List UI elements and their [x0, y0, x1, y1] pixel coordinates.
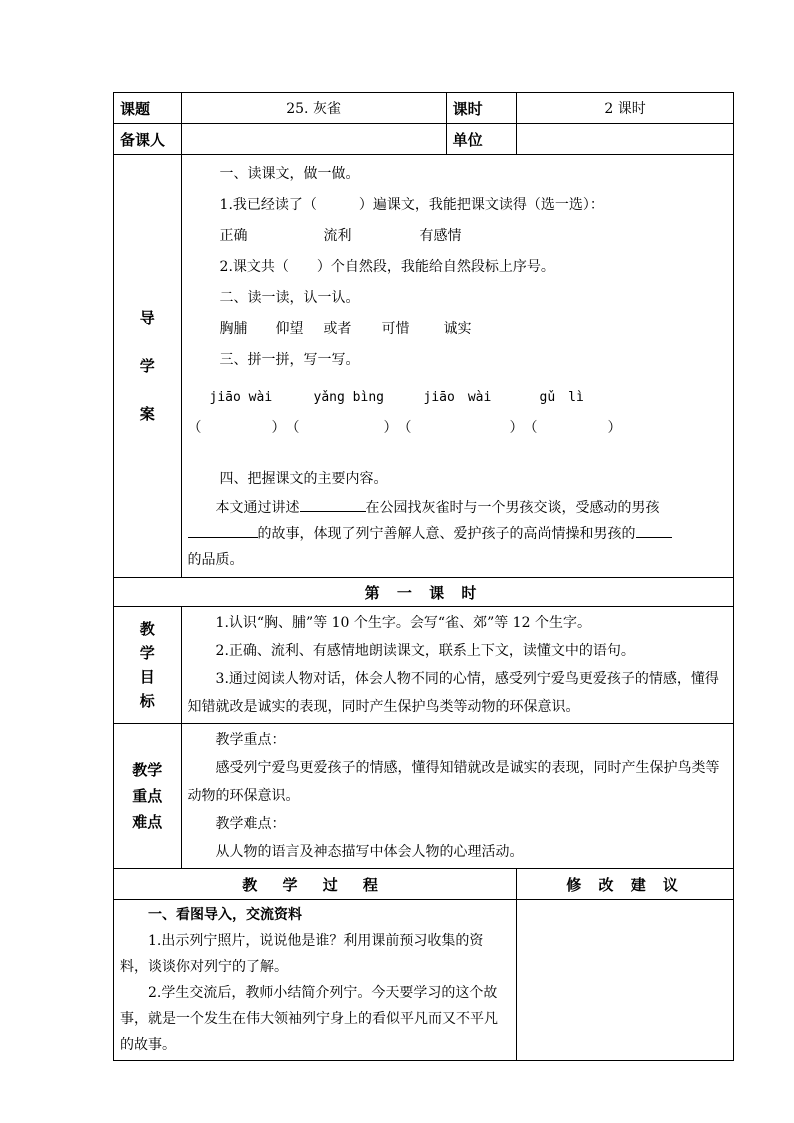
word-item: 或者: [323, 321, 352, 337]
guide-s2-title: 二、读一读，认一认。: [219, 290, 360, 306]
key-label-line: 教学: [132, 761, 163, 779]
guide-s3-title: 三、拼一拼，写一写。: [219, 352, 360, 368]
hours-label: 课时: [446, 93, 517, 124]
topic-label: 课题: [114, 93, 182, 124]
goal-item: 2.正确、流利、有感情地朗读课文，联系上下文，读懂文中的语句。: [215, 643, 635, 659]
key-label-line: 重点: [132, 787, 163, 805]
guide-s1-options: [188, 221, 727, 252]
lesson1-title-row: [114, 578, 734, 607]
step1-p1: 1.出示列宁照片，说说他是谁？利用课前预习收集的资料，谈谈你对列宁的了解。: [120, 933, 484, 975]
word-item: 仰望: [275, 321, 304, 337]
guide-s4-line1: [188, 495, 727, 521]
key-title: 教学重点：: [215, 732, 286, 748]
fill-blank[interactable]: [636, 523, 672, 538]
preparer-value: [181, 124, 446, 155]
pinyin-item: yǎng bìng: [313, 390, 384, 405]
lesson-plan-table: [113, 92, 734, 1061]
s4-text: 在公园找灰雀时与一个男孩交谈，受感动的男孩: [365, 500, 660, 516]
preparer-label: 备课人: [114, 124, 182, 155]
goals-label-char: 教: [139, 620, 155, 638]
revise-header: 修 改 建 议: [517, 869, 734, 900]
key-side-label: [114, 724, 182, 869]
guide-s3-pinyin: [188, 382, 727, 413]
topic-value: 25. 灰雀: [181, 93, 446, 124]
guide-s1-q2: 2.课文共（ ）个自然段，我能给自然段标上序号。: [219, 259, 555, 275]
guide-side-label: [114, 155, 182, 578]
answer-blank[interactable]: （ ）: [285, 420, 398, 436]
process-content: [114, 900, 517, 1061]
fill-blank[interactable]: [300, 497, 366, 512]
guide-s4-line3: 的品质。: [187, 552, 244, 568]
word-item: 诚实: [443, 321, 472, 337]
guide-s4-line2: [188, 521, 727, 547]
guide-s1-q1: 1.我已经读了（ ）遍课文，我能把课文读得（选一选）：: [219, 197, 604, 213]
option-item: 有感情: [419, 228, 462, 244]
key-points-row: [114, 724, 734, 869]
word-item: 胸脯: [219, 321, 248, 337]
goal-item: 1.认识“胸、脯”等 10 个生字。会写“雀、郊”等 12 个生字。: [215, 615, 591, 631]
lesson-plan-page: [113, 92, 734, 1061]
s4-text: 本文通过讲述: [215, 500, 300, 516]
step1-p2: 2.学生交流后，教师小结简介列宁。今天要学习的这个故事，就是一个发生在伟大领袖列宁身上的看似平凡而又不平凡的故事。: [120, 985, 498, 1053]
goals-label-char: 标: [139, 692, 155, 710]
guide-label-char: 案: [139, 405, 155, 423]
goals-content: [181, 607, 733, 724]
goals-label-char: 目: [139, 668, 155, 686]
guide-s1-title: 一、读课文，做一做。: [219, 166, 360, 182]
goals-label-char: 学: [139, 644, 155, 662]
revise-content[interactable]: [517, 900, 734, 1061]
lesson1-title: 第 一 课 时: [114, 578, 734, 607]
key-label-line: 难点: [132, 813, 163, 831]
guide-s4-title: 四、把握课文的主要内容。: [219, 471, 388, 487]
option-item: 正确: [219, 228, 248, 244]
fill-blank[interactable]: [188, 523, 258, 538]
header-row-preparer: [114, 124, 734, 155]
unit-value: [517, 124, 734, 155]
s4-text: 的故事，体现了列宁善解人意、爱护孩子的高尚情操和男孩的: [257, 526, 636, 542]
guide-content: [181, 155, 733, 578]
hours-value: 2 课时: [517, 93, 734, 124]
word-item: 可惜: [381, 321, 410, 337]
header-row-topic: [114, 93, 734, 124]
answer-blank[interactable]: （ ）: [523, 420, 622, 436]
process-header-row: [114, 869, 734, 900]
goal-item: 3.通过阅读人物对话，体会人物不同的心情，感受列宁爱鸟更爱孩子的情感，懂得知错就改是诚实的表现，同时产生保护鸟类等动物的环保意识。: [187, 671, 719, 715]
guide-s3-answer-blanks: [188, 413, 727, 444]
pinyin-item: jiāo wài: [209, 390, 273, 405]
guide-row: [114, 155, 734, 578]
process-header: 教 学 过 程: [114, 869, 517, 900]
diff-title: 教学难点：: [215, 816, 286, 832]
option-item: 流利: [323, 228, 352, 244]
answer-blank[interactable]: （ ）: [187, 420, 286, 436]
guide-label-char: 导: [139, 309, 155, 327]
answer-blank[interactable]: （ ）: [397, 420, 524, 436]
unit-label: 单位: [446, 124, 517, 155]
goals-side-label: [114, 607, 182, 724]
key-text: 感受列宁爱鸟更爱孩子的情感，懂得知错就改是诚实的表现，同时产生保护鸟类等动物的环保意识。: [187, 760, 720, 804]
spacer: [188, 444, 727, 464]
pinyin-item: jiāo wài: [423, 390, 492, 405]
guide-label-char: 学: [139, 357, 155, 375]
key-points-content: [181, 724, 733, 869]
step1-title: 一、看图导入，交流资料: [148, 907, 302, 923]
pinyin-item: gǔ lì: [539, 390, 584, 405]
process-row: [114, 900, 734, 1061]
guide-s2-words: [188, 314, 727, 345]
diff-text: 从人物的语言及神态描写中体会人物的心理活动。: [215, 844, 524, 860]
goals-row: [114, 607, 734, 724]
